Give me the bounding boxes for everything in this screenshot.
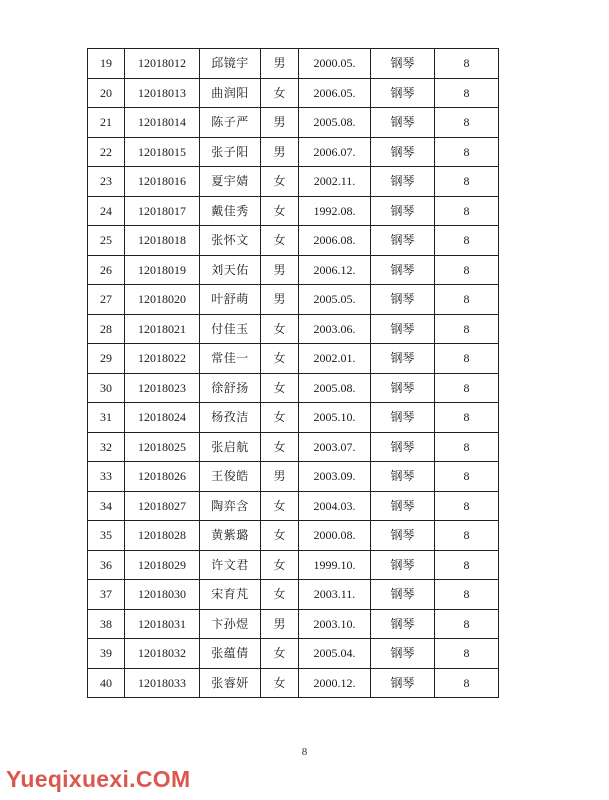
exam-id-cell: 12018024 bbox=[125, 403, 200, 433]
student-name-cell: 许文君 bbox=[200, 550, 261, 580]
instrument-cell: 钢琴 bbox=[371, 78, 435, 108]
student-name-cell: 邱镜宇 bbox=[200, 49, 261, 79]
student-name-cell: 张蕴倩 bbox=[200, 639, 261, 669]
table-row bbox=[88, 491, 499, 521]
student-name-cell: 戴佳秀 bbox=[200, 196, 261, 226]
grade-level-cell: 8 bbox=[435, 403, 499, 433]
table-row bbox=[88, 432, 499, 462]
grade-level-cell: 8 bbox=[435, 639, 499, 669]
table-row bbox=[88, 580, 499, 610]
table-row bbox=[88, 196, 499, 226]
birth-date-cell: 2003.11. bbox=[299, 580, 371, 610]
table-row bbox=[88, 373, 499, 403]
exam-id-cell: 12018019 bbox=[125, 255, 200, 285]
instrument-cell: 钢琴 bbox=[371, 580, 435, 610]
table-row bbox=[88, 108, 499, 138]
birth-date-cell: 2003.10. bbox=[299, 609, 371, 639]
birth-date-cell: 2006.05. bbox=[299, 78, 371, 108]
grade-level-cell: 8 bbox=[435, 609, 499, 639]
grade-level-cell: 8 bbox=[435, 668, 499, 698]
instrument-cell: 钢琴 bbox=[371, 521, 435, 551]
birth-date-cell: 2004.03. bbox=[299, 491, 371, 521]
birth-date-cell: 2002.01. bbox=[299, 344, 371, 374]
row-number-cell: 29 bbox=[88, 344, 125, 374]
instrument-cell: 钢琴 bbox=[371, 196, 435, 226]
grade-level-cell: 8 bbox=[435, 78, 499, 108]
gender-cell: 女 bbox=[261, 344, 299, 374]
instrument-cell: 钢琴 bbox=[371, 462, 435, 492]
student-name-cell: 王俊皓 bbox=[200, 462, 261, 492]
row-number-cell: 22 bbox=[88, 137, 125, 167]
row-number-cell: 31 bbox=[88, 403, 125, 433]
grade-level-cell: 8 bbox=[435, 226, 499, 256]
grade-level-cell: 8 bbox=[435, 285, 499, 315]
grade-level-cell: 8 bbox=[435, 521, 499, 551]
row-number-cell: 34 bbox=[88, 491, 125, 521]
table-row bbox=[88, 255, 499, 285]
birth-date-cell: 2006.12. bbox=[299, 255, 371, 285]
table-row bbox=[88, 49, 499, 79]
row-number-cell: 32 bbox=[88, 432, 125, 462]
birth-date-cell: 2002.11. bbox=[299, 167, 371, 197]
student-name-cell: 宋育芃 bbox=[200, 580, 261, 610]
birth-date-cell: 2000.08. bbox=[299, 521, 371, 551]
instrument-cell: 钢琴 bbox=[371, 639, 435, 669]
instrument-cell: 钢琴 bbox=[371, 167, 435, 197]
gender-cell: 男 bbox=[261, 609, 299, 639]
instrument-cell: 钢琴 bbox=[371, 491, 435, 521]
gender-cell: 女 bbox=[261, 668, 299, 698]
table-row bbox=[88, 78, 499, 108]
birth-date-cell: 1992.08. bbox=[299, 196, 371, 226]
birth-date-cell: 2006.08. bbox=[299, 226, 371, 256]
gender-cell: 男 bbox=[261, 462, 299, 492]
table-row bbox=[88, 462, 499, 492]
birth-date-cell: 2000.12. bbox=[299, 668, 371, 698]
grade-level-cell: 8 bbox=[435, 432, 499, 462]
student-name-cell: 张怀文 bbox=[200, 226, 261, 256]
student-name-cell: 张睿妍 bbox=[200, 668, 261, 698]
instrument-cell: 钢琴 bbox=[371, 108, 435, 138]
row-number-cell: 36 bbox=[88, 550, 125, 580]
exam-id-cell: 12018028 bbox=[125, 521, 200, 551]
gender-cell: 女 bbox=[261, 491, 299, 521]
student-name-cell: 夏宇婧 bbox=[200, 167, 261, 197]
grade-level-cell: 8 bbox=[435, 491, 499, 521]
birth-date-cell: 1999.10. bbox=[299, 550, 371, 580]
grade-level-cell: 8 bbox=[435, 373, 499, 403]
gender-cell: 女 bbox=[261, 78, 299, 108]
grade-level-cell: 8 bbox=[435, 196, 499, 226]
exam-id-cell: 12018025 bbox=[125, 432, 200, 462]
instrument-cell: 钢琴 bbox=[371, 255, 435, 285]
table-row bbox=[88, 344, 499, 374]
birth-date-cell: 2005.08. bbox=[299, 373, 371, 403]
table-row bbox=[88, 668, 499, 698]
row-number-cell: 20 bbox=[88, 78, 125, 108]
gender-cell: 男 bbox=[261, 108, 299, 138]
exam-id-cell: 12018032 bbox=[125, 639, 200, 669]
instrument-cell: 钢琴 bbox=[371, 285, 435, 315]
birth-date-cell: 2003.06. bbox=[299, 314, 371, 344]
exam-id-cell: 12018033 bbox=[125, 668, 200, 698]
grade-level-cell: 8 bbox=[435, 314, 499, 344]
student-name-cell: 陈子严 bbox=[200, 108, 261, 138]
table-row bbox=[88, 285, 499, 315]
instrument-cell: 钢琴 bbox=[371, 432, 435, 462]
table-row bbox=[88, 550, 499, 580]
gender-cell: 女 bbox=[261, 521, 299, 551]
exam-id-cell: 12018014 bbox=[125, 108, 200, 138]
instrument-cell: 钢琴 bbox=[371, 226, 435, 256]
exam-id-cell: 12018013 bbox=[125, 78, 200, 108]
student-name-cell: 张子阳 bbox=[200, 137, 261, 167]
exam-id-cell: 12018016 bbox=[125, 167, 200, 197]
row-number-cell: 25 bbox=[88, 226, 125, 256]
exam-id-cell: 12018031 bbox=[125, 609, 200, 639]
row-number-cell: 38 bbox=[88, 609, 125, 639]
page-number: 8 bbox=[301, 746, 308, 758]
row-number-cell: 40 bbox=[88, 668, 125, 698]
student-name-cell: 黄紫璐 bbox=[200, 521, 261, 551]
gender-cell: 女 bbox=[261, 167, 299, 197]
exam-id-cell: 12018027 bbox=[125, 491, 200, 521]
birth-date-cell: 2005.10. bbox=[299, 403, 371, 433]
grade-level-cell: 8 bbox=[435, 462, 499, 492]
student-name-cell: 陶弈含 bbox=[200, 491, 261, 521]
row-number-cell: 24 bbox=[88, 196, 125, 226]
student-name-cell: 付佳玉 bbox=[200, 314, 261, 344]
student-name-cell: 徐舒扬 bbox=[200, 373, 261, 403]
row-number-cell: 28 bbox=[88, 314, 125, 344]
instrument-cell: 钢琴 bbox=[371, 49, 435, 79]
gender-cell: 女 bbox=[261, 226, 299, 256]
exam-id-cell: 12018021 bbox=[125, 314, 200, 344]
birth-date-cell: 2000.05. bbox=[299, 49, 371, 79]
exam-id-cell: 12018030 bbox=[125, 580, 200, 610]
gender-cell: 女 bbox=[261, 373, 299, 403]
exam-id-cell: 12018020 bbox=[125, 285, 200, 315]
grade-level-cell: 8 bbox=[435, 255, 499, 285]
table-row bbox=[88, 226, 499, 256]
gender-cell: 男 bbox=[261, 255, 299, 285]
exam-id-cell: 12018023 bbox=[125, 373, 200, 403]
exam-id-cell: 12018022 bbox=[125, 344, 200, 374]
gender-cell: 男 bbox=[261, 285, 299, 315]
row-number-cell: 37 bbox=[88, 580, 125, 610]
grade-level-cell: 8 bbox=[435, 108, 499, 138]
student-name-cell: 卞孙煜 bbox=[200, 609, 261, 639]
birth-date-cell: 2003.09. bbox=[299, 462, 371, 492]
exam-id-cell: 12018029 bbox=[125, 550, 200, 580]
instrument-cell: 钢琴 bbox=[371, 403, 435, 433]
gender-cell: 女 bbox=[261, 432, 299, 462]
student-name-cell: 张启航 bbox=[200, 432, 261, 462]
gender-cell: 女 bbox=[261, 196, 299, 226]
row-number-cell: 23 bbox=[88, 167, 125, 197]
table-row bbox=[88, 521, 499, 551]
grade-level-cell: 8 bbox=[435, 580, 499, 610]
instrument-cell: 钢琴 bbox=[371, 550, 435, 580]
instrument-cell: 钢琴 bbox=[371, 668, 435, 698]
birth-date-cell: 2003.07. bbox=[299, 432, 371, 462]
instrument-cell: 钢琴 bbox=[371, 344, 435, 374]
row-number-cell: 27 bbox=[88, 285, 125, 315]
table-row bbox=[88, 137, 499, 167]
site-watermark: Yueqixuexi.COM bbox=[6, 766, 191, 792]
grade-level-cell: 8 bbox=[435, 550, 499, 580]
birth-date-cell: 2005.05. bbox=[299, 285, 371, 315]
gender-cell: 女 bbox=[261, 580, 299, 610]
student-name-cell: 曲润阳 bbox=[200, 78, 261, 108]
grade-level-cell: 8 bbox=[435, 137, 499, 167]
exam-id-cell: 12018015 bbox=[125, 137, 200, 167]
row-number-cell: 35 bbox=[88, 521, 125, 551]
birth-date-cell: 2005.08. bbox=[299, 108, 371, 138]
gender-cell: 女 bbox=[261, 639, 299, 669]
roster-body bbox=[88, 49, 499, 698]
birth-date-cell: 2006.07. bbox=[299, 137, 371, 167]
grade-level-cell: 8 bbox=[435, 49, 499, 79]
row-number-cell: 21 bbox=[88, 108, 125, 138]
row-number-cell: 19 bbox=[88, 49, 125, 79]
instrument-cell: 钢琴 bbox=[371, 373, 435, 403]
exam-id-cell: 12018017 bbox=[125, 196, 200, 226]
table-row bbox=[88, 314, 499, 344]
student-name-cell: 叶舒萌 bbox=[200, 285, 261, 315]
gender-cell: 男 bbox=[261, 49, 299, 79]
grade-level-cell: 8 bbox=[435, 344, 499, 374]
instrument-cell: 钢琴 bbox=[371, 609, 435, 639]
student-name-cell: 刘天佑 bbox=[200, 255, 261, 285]
exam-id-cell: 12018012 bbox=[125, 49, 200, 79]
row-number-cell: 30 bbox=[88, 373, 125, 403]
table-row bbox=[88, 639, 499, 669]
gender-cell: 女 bbox=[261, 403, 299, 433]
grade-level-cell: 8 bbox=[435, 167, 499, 197]
gender-cell: 男 bbox=[261, 137, 299, 167]
student-roster-table bbox=[87, 48, 499, 698]
student-name-cell: 杨孜洁 bbox=[200, 403, 261, 433]
gender-cell: 女 bbox=[261, 314, 299, 344]
gender-cell: 女 bbox=[261, 550, 299, 580]
table-row bbox=[88, 167, 499, 197]
instrument-cell: 钢琴 bbox=[371, 314, 435, 344]
instrument-cell: 钢琴 bbox=[371, 137, 435, 167]
row-number-cell: 39 bbox=[88, 639, 125, 669]
row-number-cell: 33 bbox=[88, 462, 125, 492]
exam-id-cell: 12018018 bbox=[125, 226, 200, 256]
exam-id-cell: 12018026 bbox=[125, 462, 200, 492]
student-name-cell: 常佳一 bbox=[200, 344, 261, 374]
birth-date-cell: 2005.04. bbox=[299, 639, 371, 669]
table-row bbox=[88, 609, 499, 639]
row-number-cell: 26 bbox=[88, 255, 125, 285]
table-row bbox=[88, 403, 499, 433]
